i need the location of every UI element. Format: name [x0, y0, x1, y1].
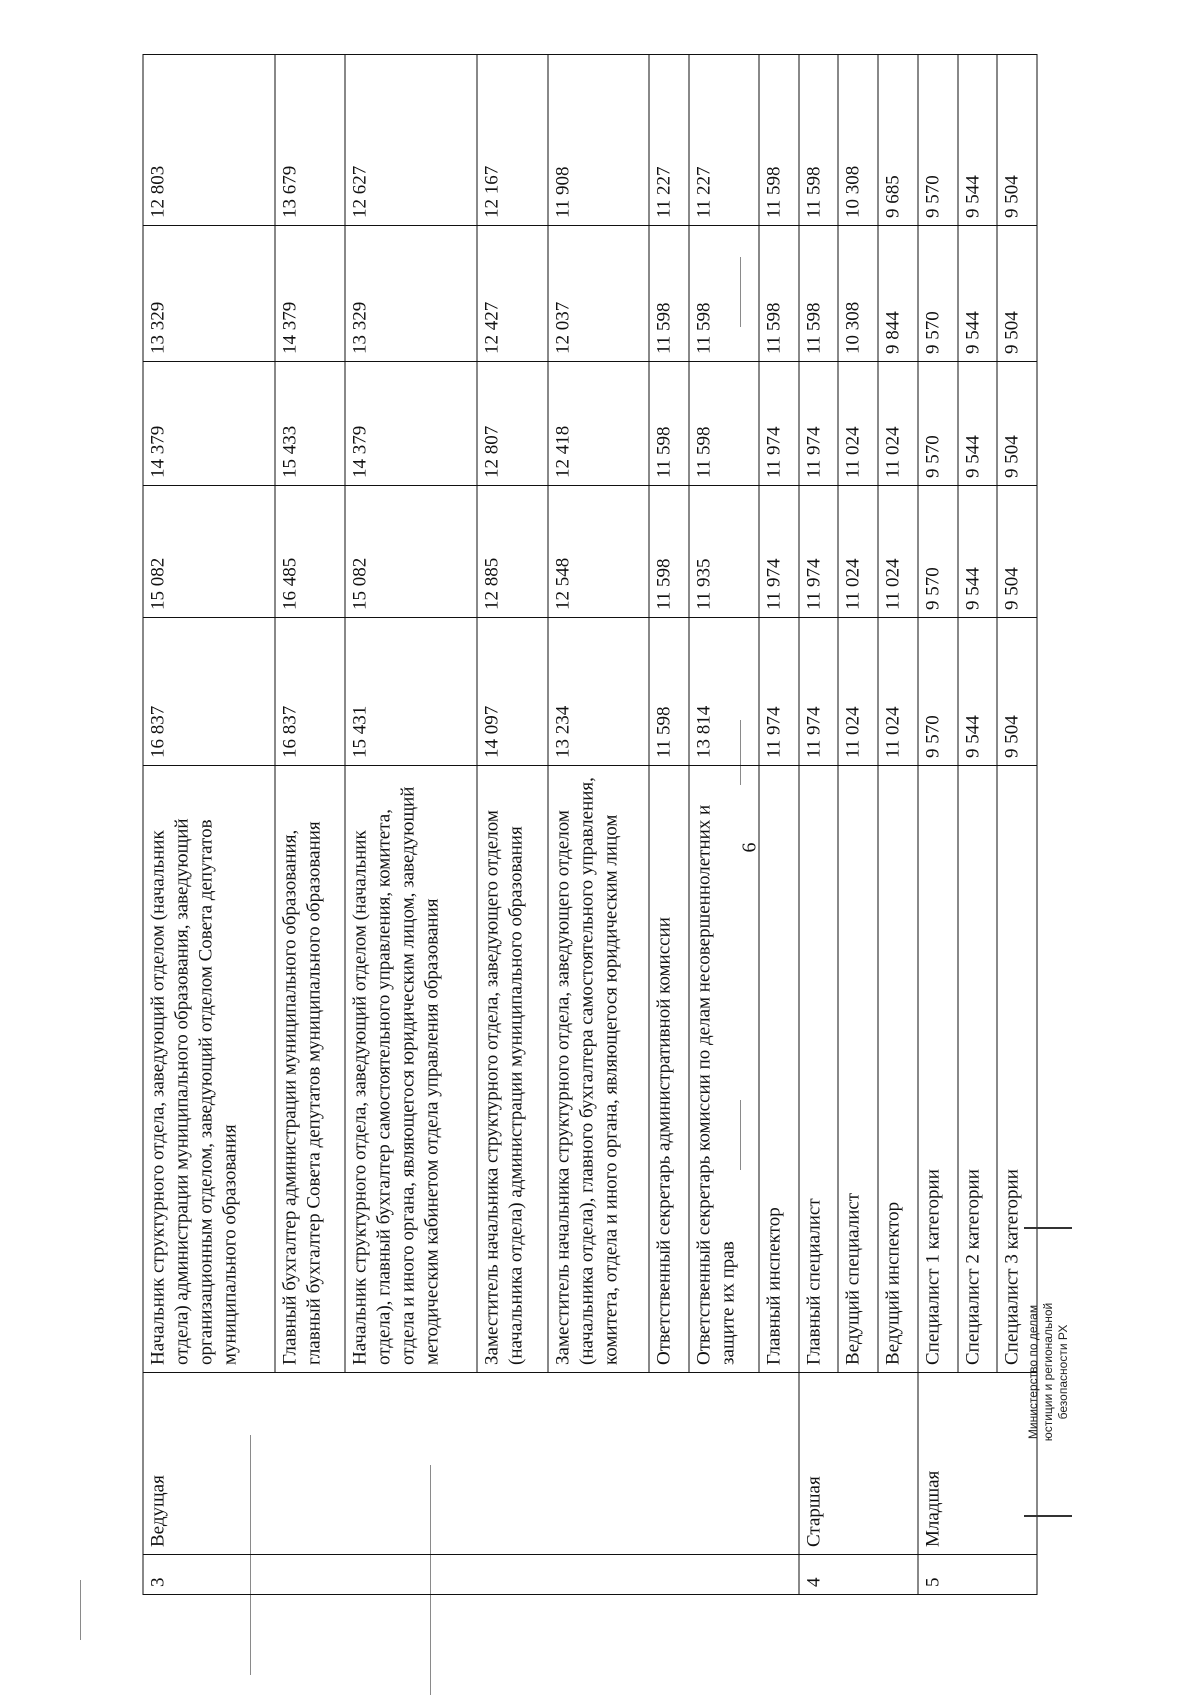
table-row — [838, 55, 878, 1595]
salary-value: 9 570 — [918, 226, 958, 362]
group-number: 3 — [143, 1555, 799, 1595]
salary-value: 11 598 — [689, 362, 759, 486]
table-row — [477, 55, 547, 1595]
position-title: Ведущий инспектор — [878, 766, 918, 1373]
table-body — [143, 55, 1037, 1595]
position-title: Специалист 1 категории — [918, 766, 958, 1373]
salary-value: 15 082 — [143, 486, 275, 618]
salary-value: 11 024 — [838, 486, 878, 618]
salary-value: 11 024 — [878, 486, 918, 618]
salary-value: 10 308 — [838, 226, 878, 362]
salary-value: 13 329 — [345, 226, 477, 362]
salary-value: 11 024 — [878, 362, 918, 486]
table-row — [548, 55, 649, 1595]
salary-value: 14 379 — [275, 226, 345, 362]
salary-value: 12 807 — [477, 362, 547, 486]
salary-value: 9 544 — [958, 486, 998, 618]
group-number: 5 — [918, 1555, 1037, 1595]
stamp-line-3: безопасности РХ — [1055, 1324, 1070, 1420]
salary-value: 9 570 — [918, 486, 958, 618]
salary-value: 11 024 — [838, 362, 878, 486]
salary-value: 14 097 — [477, 618, 547, 766]
salary-value: 12 548 — [548, 486, 649, 618]
salary-value: 11 227 — [649, 55, 689, 226]
salary-value: 9 544 — [958, 618, 998, 766]
salary-value: 12 167 — [477, 55, 547, 226]
position-title: Ответственный секретарь административной комиссии — [649, 766, 689, 1373]
salary-value: 12 037 — [548, 226, 649, 362]
salary-value: 11 974 — [799, 486, 839, 618]
salary-value: 11 598 — [649, 618, 689, 766]
position-title: Начальник структурного отдела, заведующий отделом (начальник отдела), главный бухгалтер самостоятельного управления, комитета, отдела и иного органа, являющегося юридическим лицом, заведующий методическим кабинетом отдела управления образования — [345, 766, 477, 1373]
salary-value: 12 418 — [548, 362, 649, 486]
salary-value: 9 544 — [958, 55, 998, 226]
salary-value: 9 570 — [918, 618, 958, 766]
salary-value: 9 544 — [958, 226, 998, 362]
salary-value: 12 803 — [143, 55, 275, 226]
salary-value: 13 329 — [143, 226, 275, 362]
salary-value: 11 974 — [759, 362, 799, 486]
salary-value: 11 598 — [649, 226, 689, 362]
salary-value: 9 570 — [918, 362, 958, 486]
salary-value: 10 308 — [838, 55, 878, 226]
salary-value: 11 935 — [689, 486, 759, 618]
salary-value: 11 974 — [759, 618, 799, 766]
salary-value: 12 427 — [477, 226, 547, 362]
table-row — [649, 55, 689, 1595]
salary-value: 9 844 — [878, 226, 918, 362]
salary-value: 11 598 — [649, 362, 689, 486]
table-row — [799, 55, 839, 1595]
position-title: Главный инспектор — [759, 766, 799, 1373]
salary-value: 11 598 — [689, 226, 759, 362]
salary-value: 15 082 — [345, 486, 477, 618]
position-title: Заместитель начальника структурного отдела, заведующего отделом (начальника отдела) администрации муниципального образования — [477, 766, 547, 1373]
group-name: Младшая — [918, 1373, 1037, 1555]
group-name: Ведущая — [143, 1373, 799, 1555]
table-row — [878, 55, 918, 1595]
salary-value: 16 485 — [275, 486, 345, 618]
stamp-line-1: Министерство по делам — [1025, 1304, 1040, 1440]
salary-value: 11 974 — [759, 486, 799, 618]
position-title: Специалист 3 категории — [997, 766, 1037, 1373]
position-title: Заместитель начальника структурного отдела, заведующего отделом (начальника отдела), главного бухгалтера самостоятельного управления, комитета, отдела и иного органа, являющегося юридическим лицом — [548, 766, 649, 1373]
table-row — [275, 55, 345, 1595]
stamp-line-2: юстиции и региональной — [1040, 1302, 1055, 1442]
salary-value: 9 504 — [997, 362, 1037, 486]
salary-value: 12 885 — [477, 486, 547, 618]
salary-value: 11 908 — [548, 55, 649, 226]
salary-table-container — [143, 95, 1038, 1595]
salary-table — [143, 54, 1038, 1595]
position-title: Главный бухгалтер администрации муниципального образования, главный бухгалтер Совета депутатов муниципального образования — [275, 766, 345, 1373]
group-number: 4 — [799, 1555, 918, 1595]
table-row — [143, 55, 275, 1595]
salary-value: 11 024 — [878, 618, 918, 766]
table-row — [759, 55, 799, 1595]
table-row — [345, 55, 477, 1595]
salary-value: 9 504 — [997, 486, 1037, 618]
salary-value: 11 598 — [759, 55, 799, 226]
position-title: Главный специалист — [799, 766, 839, 1373]
salary-value: 16 837 — [275, 618, 345, 766]
ministry-stamp — [1024, 1227, 1072, 1517]
position-title: Специалист 2 категории — [958, 766, 998, 1373]
table-row — [958, 55, 998, 1595]
position-title: Ответственный секретарь комиссии по делам несовершеннолетних и защите их прав — [689, 766, 759, 1373]
salary-value: 12 627 — [345, 55, 477, 226]
position-title: Ведущий специалист — [838, 766, 878, 1373]
scan-artifact-line — [80, 1580, 81, 1640]
salary-value: 11 024 — [838, 618, 878, 766]
table-row — [689, 55, 759, 1595]
salary-value: 11 598 — [649, 486, 689, 618]
salary-value: 9 544 — [958, 362, 998, 486]
salary-value: 11 598 — [799, 55, 839, 226]
salary-value: 11 598 — [759, 226, 799, 362]
salary-value: 11 227 — [689, 55, 759, 226]
salary-value: 13 814 — [689, 618, 759, 766]
salary-value: 11 974 — [799, 618, 839, 766]
salary-value: 16 837 — [143, 618, 275, 766]
salary-value: 15 433 — [275, 362, 345, 486]
salary-value: 9 685 — [878, 55, 918, 226]
salary-value: 13 234 — [548, 618, 649, 766]
salary-value: 9 570 — [918, 55, 958, 226]
salary-value: 14 379 — [143, 362, 275, 486]
salary-value: 9 504 — [997, 618, 1037, 766]
salary-value: 11 974 — [799, 362, 839, 486]
page-number: 6 — [738, 842, 761, 853]
salary-value: 9 504 — [997, 55, 1037, 226]
salary-value: 11 598 — [799, 226, 839, 362]
position-title: Начальник структурного отдела, заведующий отделом (начальник отдела) администрации муниципального образования, заведующий организационным отделом, заведующий отделом Совета депутатов муниципального образования — [143, 766, 275, 1373]
group-name: Старшая — [799, 1373, 918, 1555]
salary-value: 15 431 — [345, 618, 477, 766]
table-row — [918, 55, 958, 1595]
salary-value: 14 379 — [345, 362, 477, 486]
salary-value: 9 504 — [997, 226, 1037, 362]
salary-value: 13 679 — [275, 55, 345, 226]
